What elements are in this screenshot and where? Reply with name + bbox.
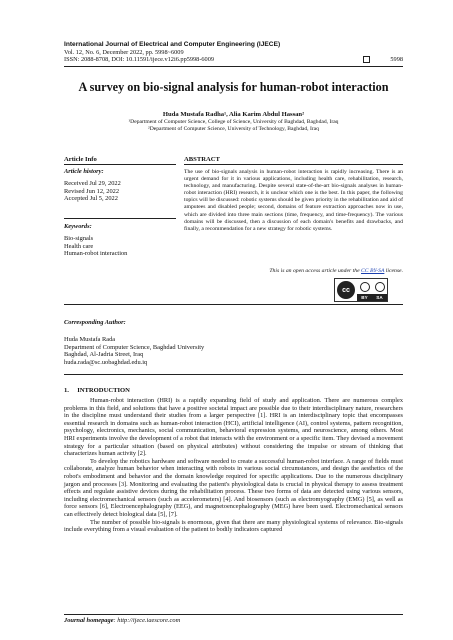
journal-homepage-link[interactable]: : http://ijece.iaescore.com	[113, 617, 181, 624]
article-history	[64, 168, 176, 203]
corresponding-details	[64, 336, 204, 366]
affiliations	[64, 119, 403, 133]
paragraph: Human-robot interaction (HRI) is a rapidly expanding field of study and application. There are numerous complex problems in this field, and solutions that have a positive societal impact are possible due to their interdisciplinary nature, researchers in the discipline must understand their studies from a larger perspective [1]. HRI is an interdisciplinary topic that encompasses essential research in domains such as human-robot interaction (HCI), artificial intelligence (AI), control systems, pattern recognition, psychology, electronics, mechanics, social communication, behavioral expression systems, and neuroscience, among others. Most HRI experiments involve the development of a robot that interacts with the environment or a specific item. They devised a movement strategy for a particular situation (based on physical attributes) without considering the impulse or stream of thinking that characterizes human activity [2].	[64, 397, 403, 458]
abstract-rule	[184, 164, 403, 165]
open-access-note	[184, 268, 403, 274]
person-icon	[360, 282, 370, 292]
section-heading-introduction: 1. INTRODUCTION	[64, 387, 130, 394]
issn-line: ISSN: 2088-8708, DOI: 10.11591/ijece.v12i6.pp5998-6009	[64, 56, 215, 63]
abstract-text: The use of bio-signals analysis in human-robot interaction is rapidly increasing. There is an urgent demand for it in various applications, including health care, rehabilitation, research, technology, and manufacturing. Despite several state-of-the-art bio-signals analyses in human-robot interaction (HRI) research, it is unclear which one is the best. In this paper, the following topics will be discussed: robotic systems should be given priority in the rehabilitation and aid of amputees and disabled people; second, domains of feature extraction approaches now in use, which are divided into three main sections (time, frequency, and time-frequency). The various domains will be discussed, then a discussion of each domain's benefits and drawbacks, and finally, a recommendation for a new strategy for robotic systems.	[184, 169, 403, 232]
author-list: Huda Mustafa Radha¹, Alia Karim Abdul Hassan²	[162, 111, 305, 118]
received-date: Received Jul 29, 2022	[64, 180, 121, 187]
share-alike-icon	[375, 282, 385, 292]
paragraph: The number of possible bio-signals is enormous, given that there are many physiological systems of relevance. Bio-signals include everything from a visual evaluation of the patient to bodily indicators captured	[64, 518, 403, 534]
square-icon	[363, 56, 370, 63]
revised-date: Revised Jun 12, 2022	[64, 187, 120, 195]
corresponding-dept: Department of Computer Science, Baghdad University	[64, 343, 205, 351]
journal-name: International Journal of Electrical and Computer Engineering (IJECE)	[64, 41, 281, 48]
accepted-date: Accepted Jul 5, 2022	[64, 195, 118, 203]
paper-title: A survey on bio-signal analysis for human-robot interaction	[78, 80, 389, 94]
keywords-label: Keywords:	[64, 223, 92, 230]
page-number: 5998	[390, 56, 403, 63]
footer-label: Journal homepage	[64, 617, 114, 624]
footer	[64, 617, 180, 624]
cc-logo-icon: cc	[337, 281, 355, 299]
license-link[interactable]: CC BY-SA	[361, 268, 385, 274]
cc-by-sa-badge[interactable]	[334, 278, 388, 302]
article-info-rule	[64, 164, 176, 165]
corresponding-heading: Corresponding Author:	[64, 319, 126, 326]
open-access-prefix: This is an open access article under the	[269, 268, 362, 274]
keywords-block	[64, 223, 176, 258]
abstract-heading: ABSTRACT	[184, 156, 220, 163]
page-number-area	[363, 56, 403, 63]
keyword-item: Human-robot interaction	[64, 250, 128, 258]
corresponding-name: Huda Mustafa Rada	[64, 336, 116, 343]
history-label: Article history:	[64, 168, 104, 175]
journal-header	[64, 41, 280, 64]
affiliation-1: ¹Department of Computer Science, College of Science, University of Baghdad, Baghdad, Iraq	[128, 119, 339, 125]
corresponding-email: huda.rada@sc.uobaghdad.edu.iq	[64, 358, 148, 366]
footer-rule	[64, 614, 403, 615]
cc-sa-label: SA	[376, 295, 383, 300]
corresponding-address: Baghdad, Al-Jadria Street, Iraq	[64, 351, 144, 359]
open-access-suffix: license.	[384, 268, 403, 274]
introduction-body	[64, 397, 403, 534]
paragraph: To develop the robotics hardware and software needed to create a successful human-robot interface. A range of fields must collaborate, analyze human behavior when interacting with robots in various social circumstances, and design the aesthetics of the robot's embodiment and behavior and the domain knowledge required for specific applications. Due to the numerous disciplinary jargon and processes [3]. Monitoring and evaluating the patient's physiological data is crucial in physical therapy to assess treatment effects and regulate assistive devices during the rehabilitation process. These two forms of data are detected using various sensors, including electromechanical sensors (such as accelerometers) [4]. And biosensors (such as electromyography (EMG) [5], as well as force sensors [6], Electroencephalography (EEG), and magnetoencephalography (MEG) have been used. Electromechanical sensors can effectively detect biological data [5], [7].	[64, 457, 403, 518]
volume-line: Vol. 12, No. 6, December 2022, pp. 5998~6009	[64, 48, 184, 56]
cc-by-label: BY	[361, 295, 368, 300]
header-rule	[64, 66, 403, 67]
keyword-item: Health care	[64, 242, 94, 250]
affiliation-2: ²Department of Computer Science, University of Technology, Baghdad, Iraq	[148, 126, 319, 132]
corresponding-bottom-rule	[64, 374, 403, 375]
keywords-rule	[64, 218, 176, 219]
corresponding-top-rule	[64, 304, 403, 305]
article-info-heading: Article Info	[64, 156, 97, 163]
keyword-item: Bio-signals	[64, 235, 94, 242]
